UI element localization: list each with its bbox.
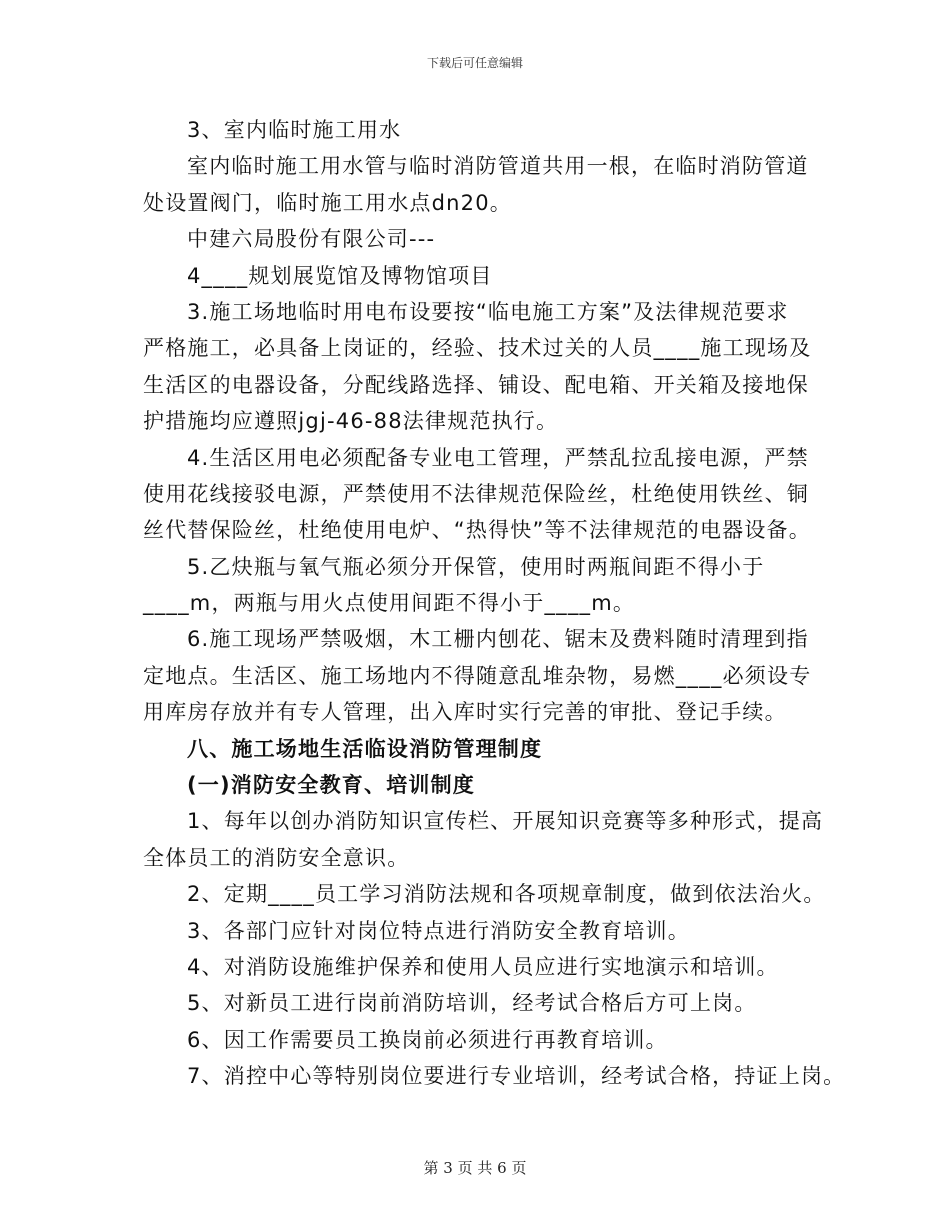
text-line: 3、室内临时施工用水	[187, 118, 402, 142]
text-line: 3、各部门应针对岗位特点进行消防安全教育培训。	[187, 918, 690, 943]
section-heading: (一)消防安全教育、培训制度	[187, 773, 475, 798]
text-line: 2、定期____员工学习消防法规和各项规章制度，做到依法治火。	[187, 882, 826, 907]
text-line: 5、对新员工进行岗前消防培训，经考试合格后方可上岗。	[187, 991, 757, 1016]
text-line: 3.施工场地临时用电布设要按“临电施工方案”及法律规范要求	[187, 299, 789, 324]
text-line: 护措施均应遵照jgj-46-88法律规范执行。	[143, 409, 559, 434]
text-line: 用库房存放并有专人管理，出入库时实行完善的审批、登记手续。	[143, 700, 787, 725]
text-line: 6、因工作需要员工换岗前必须进行再教育培训。	[187, 1027, 668, 1052]
text-line: 7、消控中心等特别岗位要进行专业培训，经考试合格，持证上岗。	[187, 1064, 846, 1089]
text-line: 中建六局股份有限公司---	[187, 227, 436, 252]
text-line: 丝代替保险丝，杜绝使用电炉、“热得快”等不法律规范的电器设备。	[143, 518, 811, 543]
page-header: 下载后可任意编辑	[426, 56, 523, 70]
text-line: 5.乙炔瓶与氧气瓶必须分开保管，使用时两瓶间距不得小于	[187, 554, 765, 579]
text-line: 室内临时施工用水管与临时消防管道共用一根，在临时消防管道	[187, 154, 809, 179]
text-line: 生活区的电器设备，分配线路选择、铺设、配电箱、开关箱及接地保	[143, 372, 809, 397]
text-line: 4、对消防设施维护保养和使用人员应进行实地演示和培训。	[187, 954, 779, 979]
text-line: 4____规划展览馆及博物馆项目	[187, 263, 493, 288]
text-line: 严格施工，必具备上岗证的，经验、技术过关的人员____施工现场及	[143, 336, 812, 361]
section-heading: 八、施工场地生活临设消防管理制度	[187, 736, 543, 761]
text-line: 1、每年以创办消防知识宣传栏、开展知识竞赛等多种形式，提高	[187, 809, 824, 834]
text-line: 使用花线接驳电源，严禁使用不法律规范保险丝，杜绝使用铁丝、铜	[143, 481, 809, 506]
text-line: 处设置阀门，临时施工用水点dn20。	[143, 190, 512, 215]
document-body	[143, 112, 846, 1095]
text-line: ____m，两瓶与用火点使用间距不得小于____m。	[143, 591, 636, 616]
text-line: 4.生活区用电必须配备专业电工管理，严禁乱拉乱接电源，严禁	[187, 445, 809, 470]
text-line: 6.施工现场严禁吸烟，木工栅内刨花、锯末及费料随时清理到指	[187, 627, 809, 652]
page-footer: 第 3 页 共 6 页	[423, 1159, 527, 1177]
text-line: 全体员工的消防安全意识。	[143, 845, 410, 870]
text-line: 定地点。生活区、施工场地内不得随意乱堆杂物，易燃____必须设专	[143, 663, 812, 688]
